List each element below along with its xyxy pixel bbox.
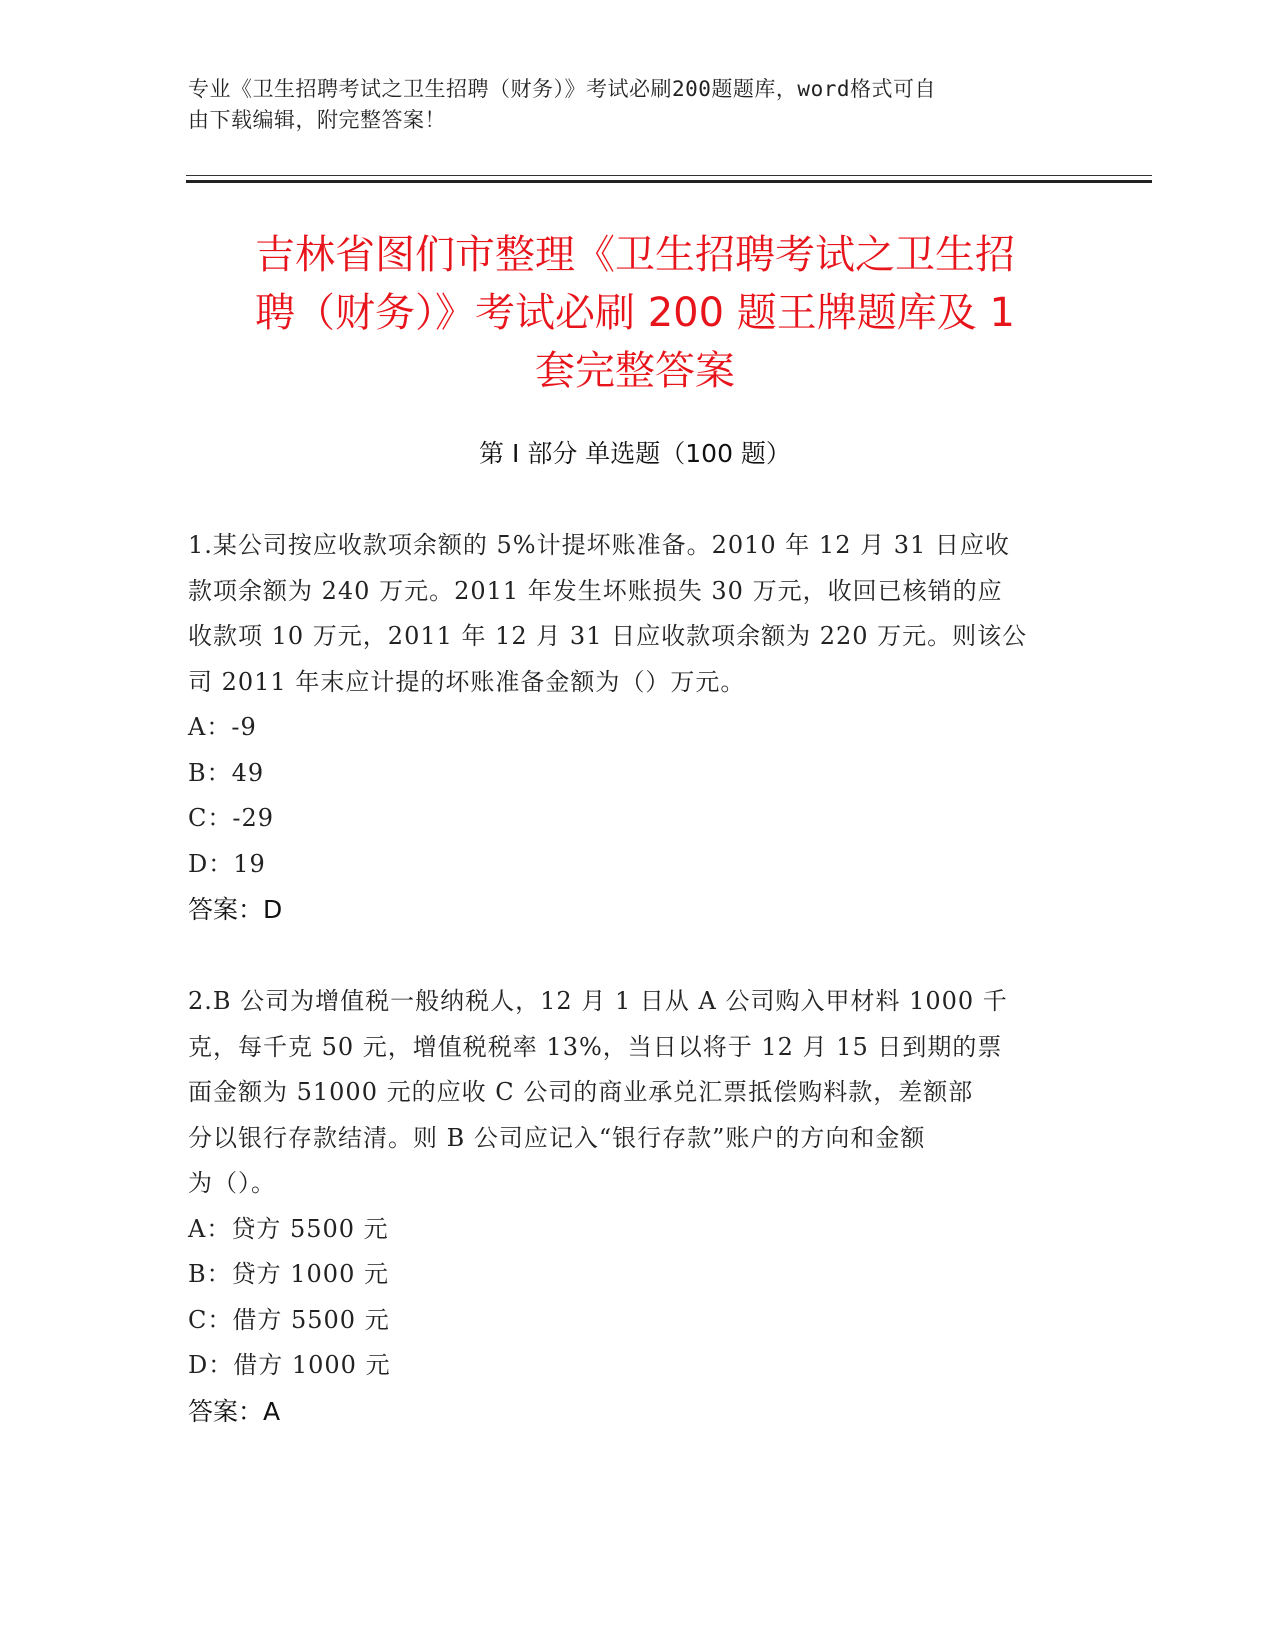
option-d: D：19 xyxy=(188,849,266,878)
question-stem-line: 司 2011 年末应计提的坏账准备金额为（）万元。 xyxy=(188,667,746,696)
option-b: B：贷方 1000 元 xyxy=(188,1260,389,1288)
header-divider-thin xyxy=(186,175,1152,176)
question-stem-line: 面金额为 51000 元的应收 C 公司的商业承兑汇票抵偿购料款，差额部 xyxy=(188,1078,974,1106)
option-c: C：-29 xyxy=(188,804,275,832)
option-b: B：49 xyxy=(188,758,265,787)
header-note-line: 由下载编辑，附完整答案！ xyxy=(188,108,446,132)
option-d: D：借方 1000 元 xyxy=(188,1351,391,1379)
question-2 xyxy=(188,979,1078,1434)
question-stem-line: 收款项 10 万元，2011 年 12 月 31 日应收款项余额为 220 万元。则该公 xyxy=(188,622,1028,650)
document-title-line: 套完整答案 xyxy=(535,348,735,394)
answer-label: 答案：A xyxy=(188,1396,281,1426)
document-title-line: 吉林省图们市整理《卫生招聘考试之卫生招 xyxy=(255,232,1015,278)
question-stem-line: 1.某公司按应收款项余额的 5%计提坏账准备。2010 年 12 月 31 日应收 xyxy=(188,531,1010,559)
header-note xyxy=(188,74,1068,136)
option-a: A：贷方 5500 元 xyxy=(188,1214,389,1243)
question-stem-line: 克，每千克 50 元，增值税税率 13%，当日以将于 12 月 15 日到期的票 xyxy=(188,1032,1003,1061)
question-1 xyxy=(188,523,1078,933)
option-c: C：借方 5500 元 xyxy=(188,1305,390,1334)
question-stem-line: 2.B 公司为增值税一般纳税人，12 月 1 日从 A 公司购入甲材料 1000 千 xyxy=(188,987,1008,1015)
question-stem-line: 为（）。 xyxy=(188,1169,276,1197)
header-divider-thick xyxy=(186,180,1152,183)
answer-label: 答案：D xyxy=(188,895,283,924)
document-title xyxy=(180,226,1090,400)
question-stem-line: 分以银行存款结清。则 B 公司应记入“银行存款”账户的方向和金额 xyxy=(188,1123,926,1152)
question-stem-line: 款项余额为 240 万元。2011 年发生坏账损失 30 万元，收回已核销的应 xyxy=(188,576,1003,605)
header-note-line: 专业《卫生招聘考试之卫生招聘（财务）》考试必刷200题题库，word格式可自 xyxy=(188,77,936,101)
section-heading: 第 I 部分 单选题（100 题） xyxy=(479,439,791,468)
document-title-line: 聘（财务）》考试必刷 200 题王牌题库及 1 xyxy=(255,290,1015,336)
option-a: A：-9 xyxy=(188,713,257,741)
